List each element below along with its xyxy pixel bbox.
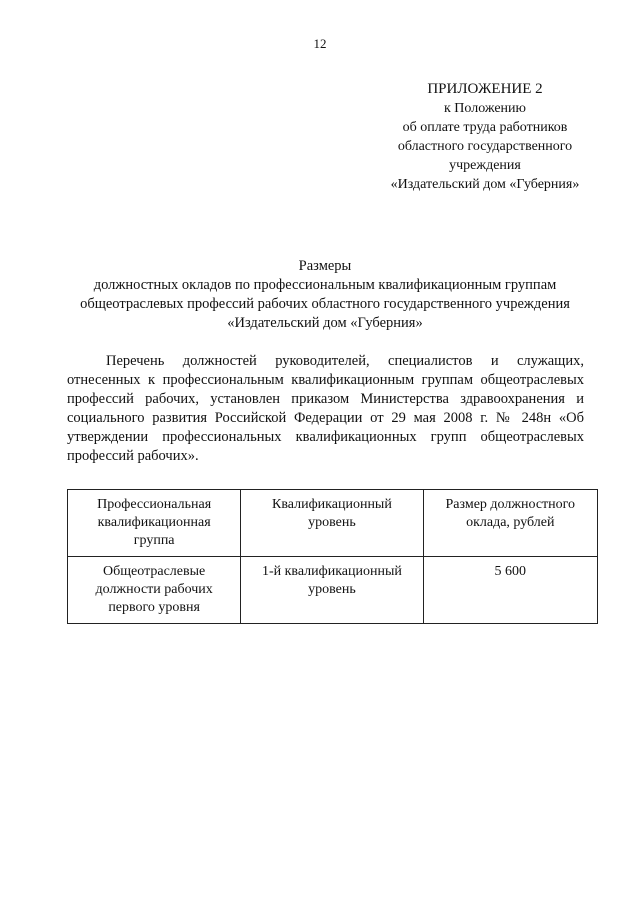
appendix-heading: ПРИЛОЖЕНИЕ 2 (427, 81, 543, 97)
appendix-line: учреждения (449, 158, 521, 173)
salary-table (67, 489, 598, 624)
header-cell-level: Квалификационный уровень (241, 490, 423, 557)
appendix-line: областного государственного (397, 139, 573, 154)
header-cell-salary: Размер должностного оклада, рублей (423, 490, 597, 557)
page-number: 12 (313, 36, 327, 51)
appendix-line: об оплате труда работников (402, 120, 568, 135)
document-title (40, 257, 610, 333)
intro-paragraph: Перечень должностей руководителей, специалистов и служащих, отнесенных к профессиональным квалификационным группам общеотраслевых профессий рабочих, установлен приказом Министерства здравоохранения и социального развития Российской Федерации от 29 мая 2008 г. № 248н «Об утверждении профессиональных квалификационных групп общеотраслевых профессий рабочих». (67, 353, 584, 464)
title-line: общеотраслевых профессий рабочих областного государственного учреждения (80, 296, 570, 312)
title-line: должностных окладов по профессиональным квалификационным группам (93, 277, 557, 293)
header-cell-group: Профессиональная квалификационная группа (68, 490, 241, 557)
title-line: «Издательский дом «Губерния» (227, 315, 423, 331)
cell-group: Общеотраслевые должности рабочих первого уровня (68, 557, 241, 624)
appendix-line: к Положению (443, 101, 526, 116)
appendix-block (360, 80, 610, 194)
appendix-line: «Издательский дом «Губерния» (390, 177, 580, 192)
cell-level: 1-й квалификационный уровень (241, 557, 423, 624)
cell-salary: 5 600 (423, 557, 597, 624)
table-row (68, 557, 598, 624)
table-header-row (68, 490, 598, 557)
title-line: Размеры (298, 258, 352, 274)
